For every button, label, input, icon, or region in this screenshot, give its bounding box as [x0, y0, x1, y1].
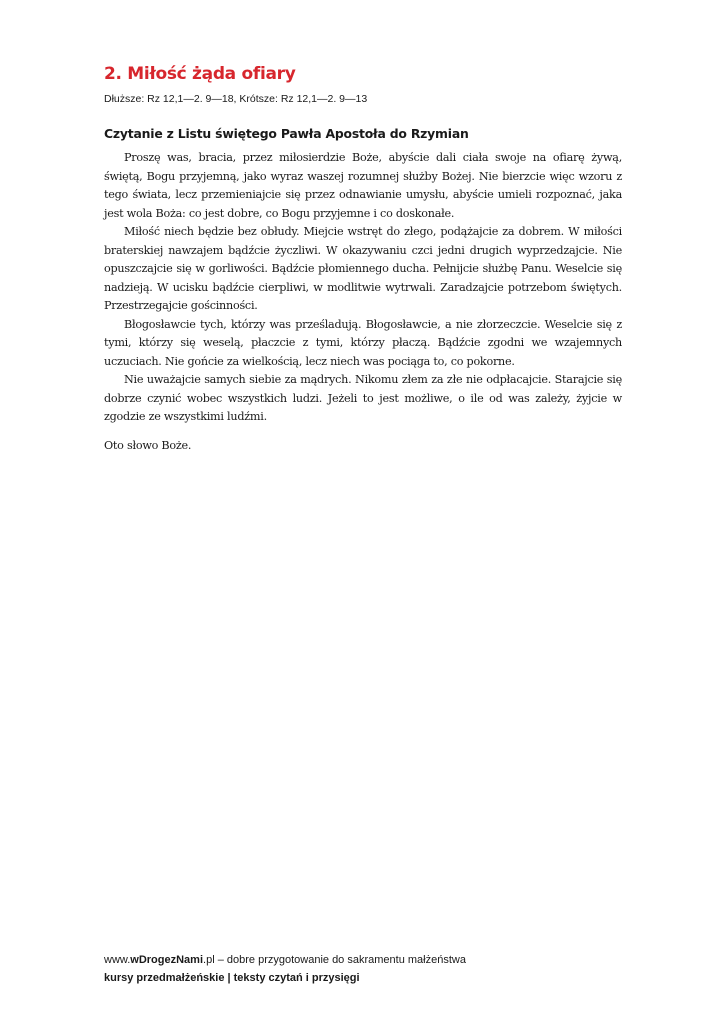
paragraph-2: Miłość niech będzie bez obłudy. Miejcie wstręt do złego, podążajcie za dobrem. W miłości braterskiej nawzajem bądźcie życzliwi. W okazywaniu czci jedni drugich wyprzedzajcie. Nie opuszczajcie się w gorliwości. Bądźcie płomiennego ducha. Pełnijcie służbę Panu. Weselcie się nadzieją. W ucisku bądźcie cierpliwi, w modlitwie wytrwali. Zaradzajcie potrzebom świętych. Przestrzegajcie gościnności.	[104, 225, 622, 312]
paragraph-1: Proszę was, bracia, przez miłosierdzie Boże, abyście dali ciała swoje na ofiarę żywą, świętą, Bogu przyjemną, jako wyraz waszej rozumnej służby Bożej. Nie bierzcie więc wzoru z tego świata, lecz przemieniajcie się przez odnawianie umysłu, abyście umieli rozpoznać, jaka jest wola Boża: co jest dobre, co Bogu przyjemne i co doskonałe.	[104, 151, 622, 220]
footer-url-brand: wDrogezNami	[130, 954, 204, 966]
reading-heading: Czytanie z Listu świętego Pawła Apostoła do Rzymian	[104, 126, 469, 141]
reading-page	[104, 62, 622, 455]
reading-reference: Dłuższe: Rz 12,1—2. 9—18, Krótsze: Rz 12,1—2. 9—13	[104, 93, 368, 105]
closing-formula: Oto słowo Boże.	[104, 438, 192, 452]
page-footer	[104, 951, 624, 987]
footer-url-prefix: www.	[104, 954, 131, 966]
footer-tagline-line	[104, 951, 624, 969]
footer-url[interactable]	[104, 954, 215, 966]
footer-links: kursy przedmałżeńskie | teksty czytań i przysięgi	[104, 972, 360, 984]
paragraph-4: Nie uważajcie samych siebie za mądrych. Nikomu złem za złe nie odpłacajcie. Starajcie się dobrze czynić wobec wszystkich ludzi. Jeżeli to jest możliwe, o ile od was zależy, żyjcie w zgodzie ze wszystkimi ludźmi.	[104, 373, 622, 423]
paragraph-3: Błogosławcie tych, którzy was prześladują. Błogosławcie, a nie złorzeczcie. Weselcie się z tymi, którzy się weselą, płaczcie z tymi, którzy płaczą. Bądźcie zgodni we wzajemnych uczuciach. Nie gońcie za wielkością, lecz niech was pociąga to, co pokorne.	[104, 317, 622, 368]
footer-url-suffix: .pl	[203, 954, 215, 966]
footer-tagline: – dobre przygotowanie do sakramentu małżeństwa	[214, 954, 466, 966]
reading-body	[104, 149, 622, 427]
reading-title: 2. Miłość żąda ofiary	[104, 64, 296, 84]
